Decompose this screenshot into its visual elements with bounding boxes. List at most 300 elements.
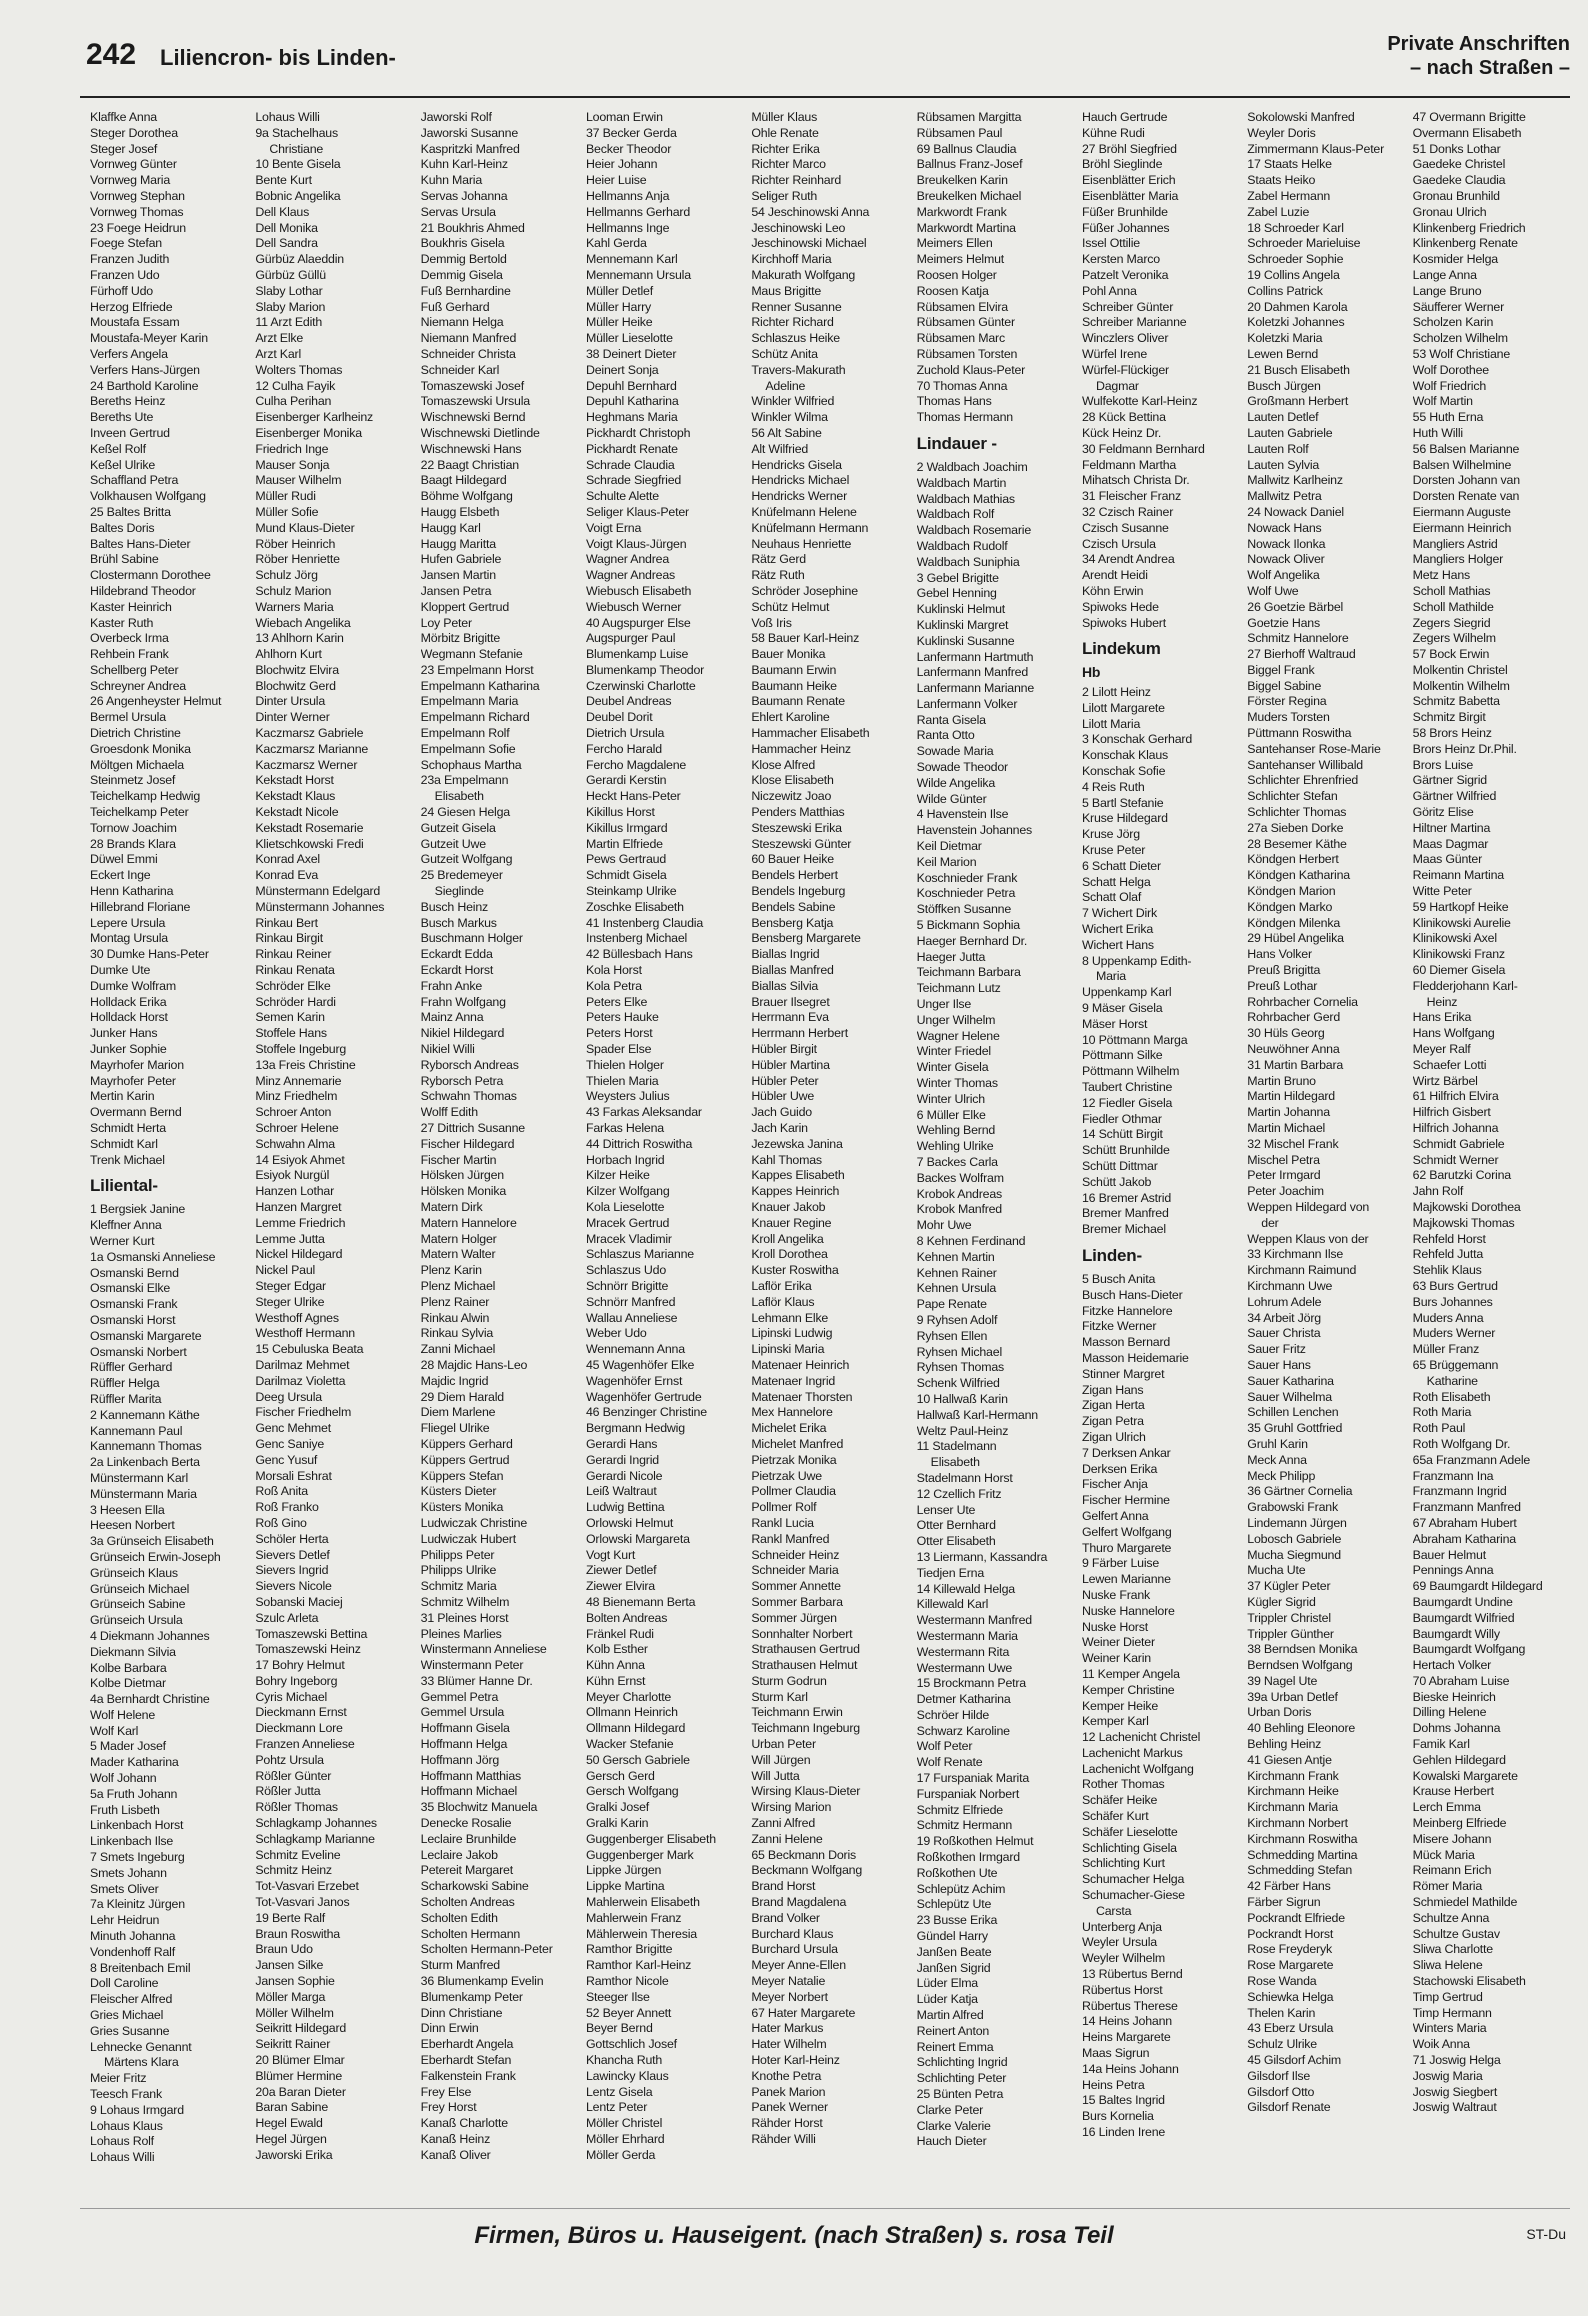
directory-entry: Haugg Elsbeth — [420, 504, 500, 519]
directory-entry: Schulz Ulrike — [1247, 2037, 1317, 2052]
directory-entry: Lemme Jutta — [255, 1231, 325, 1246]
directory-entry: Schmidt Gisela — [585, 868, 667, 883]
directory-entry: Maria — [1095, 969, 1126, 984]
directory-entry: 22 Baagt Christian — [420, 457, 519, 472]
directory-entry: Killewald Karl — [916, 1597, 989, 1612]
directory-entry: 23 Foege Heidrun — [90, 220, 186, 235]
directory-entry: 16 Linden Irene — [1081, 2125, 1166, 2140]
directory-entry: Färber Sigrun — [1247, 1895, 1321, 1910]
directory-entry: Mangliers Astrid — [1412, 536, 1498, 551]
directory-entry: 30 Feldmann Bernhard — [1081, 441, 1205, 456]
directory-entry: Rinkau Sylvia — [420, 1326, 494, 1341]
directory-entry: Kaczmarsz Marianne — [255, 741, 369, 756]
directory-entry: Peters Elke — [585, 994, 648, 1009]
directory-entry: Overmann Elisabeth — [1412, 125, 1522, 140]
directory-entry: Küsters Monika — [420, 1500, 504, 1515]
directory-entry: Kirchmann Raimund — [1247, 1263, 1357, 1278]
directory-entry: Muders Torsten — [1247, 710, 1330, 725]
directory-entry: Baumann Heike — [751, 678, 837, 693]
directory-entry: Feldmann Martha — [1081, 457, 1177, 472]
directory-entry: Wolf Karl — [90, 1723, 139, 1738]
directory-entry: Winstermann Peter — [420, 1658, 524, 1673]
directory-entry: Schreiber Marianne — [1081, 315, 1187, 330]
directory-entry: 27 Bierhoff Waltraud — [1247, 647, 1356, 662]
directory-entry: Molkentin Wilhelm — [1412, 678, 1510, 693]
header-rule — [80, 96, 1570, 98]
directory-entry: Hans Volker — [1247, 947, 1312, 962]
directory-entry: Herrmann Herbert — [751, 1026, 848, 1041]
directory-entry: Baran Sabine — [255, 2100, 329, 2115]
directory-entry: 36 Gärtner Cornelia — [1247, 1484, 1353, 1499]
directory-entry: Servas Ursula — [420, 204, 496, 219]
directory-entry: 41 Giesen Antje — [1247, 1752, 1332, 1767]
directory-entry: 4 Reis Ruth — [1081, 779, 1145, 794]
directory-entry: Lachenicht Wolfgang — [1081, 1761, 1194, 1776]
directory-entry: Lange Bruno — [1412, 283, 1482, 298]
directory-entry: Haugg Maritta — [420, 536, 496, 551]
directory-entry: Mex Hannelore — [751, 1405, 833, 1420]
directory-entry: 24 Nowack Daniel — [1247, 504, 1344, 519]
directory-entry: Dietrich Christine — [90, 726, 181, 741]
directory-entry: Martin Elfriede — [585, 836, 663, 851]
directory-entry: 4 Diekmann Johannes — [90, 1628, 210, 1643]
directory-entry: Schlepütz Achim — [916, 1881, 1006, 1896]
directory-entry: Kirchhoff Maria — [751, 252, 832, 267]
directory-entry: Hammacher Heinz — [751, 741, 851, 756]
directory-entry: Jaworski Rolf — [420, 110, 492, 124]
directory-entry: Trippler Christel — [1247, 1610, 1331, 1625]
directory-entry: 34 Arendt Andrea — [1081, 552, 1175, 567]
directory-column — [1247, 110, 1404, 2190]
directory-entry: Weyler Ursula — [1081, 1935, 1157, 1950]
directory-entry: Dumke Ute — [90, 963, 151, 978]
directory-entry: Hallwaß Karl-Hermann — [916, 1407, 1038, 1422]
directory-entry: Roth Paul — [1412, 1421, 1466, 1436]
directory-entry: Knüfelmann Helene — [751, 504, 857, 519]
directory-entry: Zoschke Elisabeth — [585, 899, 684, 914]
directory-entry: Westhoff Hermann — [255, 1326, 355, 1341]
directory-entry: Herzog Elfriede — [90, 299, 173, 314]
directory-entry: Lauten Gabriele — [1247, 425, 1333, 440]
directory-entry: Elisabeth — [930, 1455, 980, 1470]
directory-entry: Hendricks Gisela — [751, 457, 842, 472]
directory-entry: 24 Barthold Karoline — [90, 378, 199, 393]
directory-entry: 60 Diemer Gisela — [1412, 963, 1506, 978]
directory-entry: Winczlers Oliver — [1081, 331, 1169, 346]
directory-entry: Petereit Margaret — [420, 1863, 513, 1878]
directory-entry: Culha Perihan — [255, 394, 332, 409]
directory-entry: Hillebrand Floriane — [90, 899, 191, 914]
directory-entry: Köndgen Marko — [1247, 899, 1333, 914]
directory-entry: Demmig Gisela — [420, 267, 503, 282]
directory-entry: Lehr Heidrun — [90, 1913, 160, 1928]
directory-entry: Lohaus Willi — [255, 110, 320, 124]
directory-entry: Kemper Heike — [1081, 1698, 1159, 1713]
directory-entry: Hoffmann Helga — [420, 1737, 508, 1752]
directory-entry: Lentz Peter — [585, 2100, 648, 2115]
directory-entry: Roth Wolfgang Dr. — [1412, 1436, 1511, 1451]
directory-entry: Eberhardt Stefan — [420, 2053, 512, 2068]
directory-entry: Krause Herbert — [1412, 1784, 1494, 1799]
directory-entry: Köndgen Katharina — [1247, 868, 1350, 883]
directory-entry: Tot-Vasvari Erzebet — [255, 1879, 359, 1894]
directory-entry: Strathausen Gertrud — [751, 1642, 860, 1657]
directory-entry: 6 Müller Elke — [916, 1107, 986, 1122]
directory-entry: Roßkothen Irmgard — [916, 1850, 1020, 1865]
directory-entry: Pickhardt Renate — [585, 441, 678, 456]
directory-entry: Mund Klaus-Dieter — [255, 520, 355, 535]
directory-entry: Franzmann Manfred — [1412, 1500, 1521, 1515]
directory-entry: Genc Saniye — [255, 1436, 325, 1451]
directory-entry: Müller Klaus — [751, 110, 818, 124]
directory-entry: 13 Liermann, Kassandra — [916, 1549, 1048, 1564]
directory-entry: Winter Gisela — [916, 1060, 989, 1075]
directory-entry: Wolf Martin — [1412, 394, 1473, 409]
directory-entry: Spader Else — [585, 1042, 652, 1057]
directory-entry: Fercho Magdalene — [585, 757, 687, 772]
directory-entry: Baltes Doris — [90, 520, 155, 535]
directory-entry: Waldbach Suniphia — [916, 554, 1020, 569]
directory-entry: Fitzke Hannelore — [1081, 1303, 1173, 1318]
directory-entry: Würfel Irene — [1081, 346, 1148, 361]
directory-entry: Knauer Regine — [751, 1215, 832, 1230]
directory-entry: Dumke Wolfram — [90, 978, 176, 993]
directory-entry: Schröder Elke — [255, 978, 331, 993]
directory-entry: Reinert Anton — [916, 2023, 990, 2038]
directory-entry: Martin Johanna — [1247, 1105, 1330, 1120]
directory-entry: Makurath Wolfgang — [751, 267, 856, 282]
directory-entry: Schnörr Manfred — [585, 1294, 676, 1309]
directory-entry: Mayrhofer Marion — [90, 1057, 184, 1072]
directory-entry: Würfel-Flückiger — [1081, 362, 1169, 377]
directory-entry: Huth Willi — [1412, 425, 1463, 440]
directory-entry: Will Jutta — [751, 1768, 800, 1783]
page-header — [80, 32, 1570, 92]
directory-entry: 51 Donks Lothar — [1412, 141, 1501, 156]
directory-entry: Buschmann Holger — [420, 931, 523, 946]
directory-entry: Rehfeld Jutta — [1412, 1247, 1484, 1262]
directory-entry: Waldbach Rolf — [916, 507, 995, 522]
directory-entry: Lanfermann Hartmuth — [916, 649, 1034, 664]
directory-entry: Schwahn Thomas — [420, 1089, 517, 1104]
directory-entry: Empelmann Richard — [420, 710, 530, 725]
directory-entry: Schellberg Peter — [90, 662, 179, 677]
directory-entry: Düwel Emmi — [90, 852, 158, 867]
directory-entry: Masson Bernard — [1081, 1335, 1171, 1350]
directory-entry: 1 Bergsiek Janine — [90, 1202, 186, 1217]
directory-entry: Hufen Gabriele — [420, 552, 502, 567]
footer-note: Firmen, Büros u. Hauseigent. (nach Straßen) s. rosa Teil — [474, 2222, 1114, 2249]
directory-entry: Schmidt Herta — [90, 1121, 166, 1135]
directory-entry: Rose Freyderyk — [1247, 1942, 1332, 1957]
directory-entry: Lentz Gisela — [585, 2084, 653, 2099]
directory-entry: Winters Maria — [1412, 2021, 1487, 2036]
directory-entry: Diekmann Silvia — [90, 1644, 176, 1659]
directory-entry: Czerwinski Charlotte — [585, 678, 696, 693]
directory-entry: Heier Luise — [585, 173, 647, 188]
directory-entry: Rübsamen Margitta — [916, 110, 1022, 124]
directory-entry: Keßel Rolf — [90, 441, 146, 456]
directory-entry: Schwarz Karoline — [916, 1723, 1010, 1738]
directory-entry: Winter Friedel — [916, 1044, 991, 1059]
directory-entry: Biallas Silvia — [751, 978, 819, 993]
directory-entry: Gries Michael — [90, 2008, 164, 2023]
directory-entry: Klietschkowski Fredi — [255, 836, 364, 851]
directory-entry: Gürbüz Güllü — [255, 267, 326, 282]
directory-entry: Ludwig Bettina — [585, 1500, 665, 1515]
directory-entry: Looman Erwin — [585, 110, 663, 124]
directory-entry: Alt Wilfried — [751, 441, 809, 456]
directory-entry: Meck Philipp — [1247, 1468, 1316, 1483]
directory-entry: 29 Hübel Angelika — [1247, 931, 1344, 946]
directory-entry: Küppers Gertrud — [420, 1452, 510, 1467]
directory-entry: Markwordt Martina — [916, 220, 1016, 235]
directory-entry: Busch Hans-Dieter — [1081, 1287, 1183, 1302]
directory-entry: Penders Matthias — [751, 805, 845, 820]
directory-entry: 59 Hartkopf Heike — [1412, 899, 1509, 914]
directory-entry: Kirchmann Roswitha — [1247, 1831, 1358, 1846]
directory-entry: Säufferer Werner — [1412, 299, 1505, 314]
directory-entry: Keil Marion — [916, 854, 977, 869]
directory-entry: 69 Ballnus Claudia — [916, 141, 1017, 156]
directory-entry: Jeschinowski Leo — [751, 220, 846, 235]
directory-entry: Demmig Bertold — [420, 252, 507, 267]
directory-entry: Gruhl Karin — [1247, 1436, 1308, 1451]
directory-entry: Beckmann Wolfgang — [751, 1863, 863, 1878]
directory-entry: Rüffler Gerhard — [90, 1360, 173, 1375]
directory-entry: Brors Luise — [1412, 757, 1474, 772]
directory-entry: Mennemann Karl — [585, 252, 678, 267]
directory-entry: Westermann Rita — [916, 1644, 1010, 1659]
directory-entry: Kanaß Oliver — [420, 2147, 491, 2162]
directory-entry: Semen Karin — [255, 1010, 325, 1025]
directory-entry: Ranta Gisela — [916, 712, 986, 727]
directory-entry: Stöffken Susanne — [916, 902, 1012, 917]
directory-entry: Wischnewski Hans — [420, 441, 522, 456]
directory-entry: 70 Thomas Anna — [916, 378, 1008, 393]
directory-entry: Esiyok Nurgül — [255, 1168, 330, 1183]
directory-entry: Wolf Peter — [916, 1739, 973, 1754]
directory-entry: Scholten Hermann — [420, 1926, 521, 1941]
directory-entry: 2 Waldbach Joachim — [916, 459, 1028, 474]
directory-entry: Sowade Maria — [916, 744, 994, 759]
directory-entry: Keßel Ulrike — [90, 457, 156, 472]
directory-entry: Nuske Horst — [1081, 1619, 1148, 1634]
directory-entry: Fischer Friedhelm — [255, 1405, 352, 1420]
directory-entry: Neuhaus Henriette — [751, 536, 852, 551]
directory-entry: 62 Barutzki Corina — [1412, 1168, 1511, 1183]
directory-entry: Mäser Horst — [1081, 1016, 1148, 1031]
directory-entry: Mauser Sonja — [255, 457, 330, 472]
directory-entry: Furspaniak Norbert — [916, 1786, 1020, 1801]
directory-entry: 42 Färber Hans — [1247, 1879, 1331, 1894]
directory-entry: Gerardi Nicole — [585, 1468, 663, 1483]
directory-entry: Gelfert Anna — [1081, 1508, 1149, 1523]
directory-entry: Collins Patrick — [1247, 283, 1323, 298]
directory-entry: Reinert Emma — [916, 2039, 994, 2054]
directory-entry: Santehanser Willibald — [1247, 757, 1363, 772]
directory-entry: Rose Margarete — [1247, 1958, 1334, 1973]
directory-entry: Kuklinski Margret — [916, 617, 1009, 632]
directory-entry: Sauer Christa — [1247, 1326, 1321, 1341]
directory-entry: 5 Mader Josef — [90, 1739, 166, 1754]
directory-entry: Schneider Christa — [420, 346, 516, 361]
directory-entry: Spiwoks Hubert — [1081, 615, 1166, 630]
directory-entry: Nuske Hannelore — [1081, 1603, 1175, 1618]
directory-entry: 15 Baltes Ingrid — [1081, 2093, 1165, 2108]
directory-entry: Nuske Frank — [1081, 1587, 1151, 1602]
directory-entry: Hoter Karl-Heinz — [751, 2053, 840, 2068]
directory-entry: Henn Katharina — [90, 884, 174, 899]
directory-entry: 20a Baran Dieter — [255, 2084, 346, 2099]
directory-entry: Konrad Eva — [255, 868, 319, 883]
directory-entry: Schlichting Kurt — [1081, 1856, 1165, 1871]
directory-entry: Thielen Holger — [585, 1057, 664, 1072]
directory-entry: Jach Guido — [751, 1105, 812, 1120]
directory-entry: Grünseich Klaus — [90, 1565, 178, 1580]
directory-entry: Schroeder Sophie — [1247, 252, 1344, 267]
directory-entry: Mahlerwein Franz — [585, 1910, 682, 1925]
directory-entry: Michelet Erika — [751, 1421, 827, 1436]
directory-entry: Schillen Lenchen — [1247, 1405, 1339, 1420]
street-heading: Lindekum — [1081, 639, 1161, 659]
directory-entry: Peter Joachim — [1247, 1184, 1324, 1199]
directory-entry: 19 Berte Ralf — [255, 1910, 326, 1925]
directory-entry: Hammacher Elisabeth — [751, 726, 870, 741]
directory-entry: Minz Friedhelm — [255, 1089, 338, 1104]
directory-entry: Rohrbacher Gerd — [1247, 1010, 1341, 1025]
directory-entry: Servas Johanna — [420, 188, 508, 203]
directory-entry: 43 Farkas Aleksandar — [585, 1105, 702, 1120]
directory-entry: Osmanski Margarete — [90, 1328, 202, 1343]
directory-entry: 63 Burs Gertrud — [1412, 1278, 1498, 1293]
directory-entry: Stadelmann Horst — [916, 1470, 1013, 1485]
directory-entry: Gaedeke Christel — [1412, 157, 1506, 172]
directory-entry: 12 Czellich Fritz — [916, 1486, 1002, 1501]
directory-entry: 2a Linkenbach Berta — [90, 1455, 200, 1470]
directory-entry: Ehlert Karoline — [751, 710, 830, 725]
directory-entry: Ahlhorn Kurt — [255, 647, 322, 662]
directory-entry: 14 Schütt Birgit — [1081, 1127, 1163, 1142]
directory-entry: 10 Hallwaß Karin — [916, 1391, 1008, 1406]
directory-entry: Tomaszewski Ursula — [420, 394, 530, 409]
directory-entry: Schlichting Gisela — [1081, 1840, 1177, 1855]
directory-entry: Klinkenberg Friedrich — [1412, 220, 1526, 235]
directory-entry: Biggel Sabine — [1247, 678, 1322, 693]
directory-entry: Zegers Siegrid — [1412, 615, 1491, 630]
directory-entry: 32 Czisch Rainer — [1081, 504, 1174, 519]
directory-entry: Küsters Dieter — [420, 1484, 497, 1499]
directory-entry: Bereths Ute — [90, 410, 154, 425]
directory-entry: Kuklinski Helmut — [916, 602, 1006, 617]
directory-entry: Nikiel Willi — [420, 1042, 475, 1057]
directory-entry: Kruse Jörg — [1081, 827, 1140, 842]
directory-entry: Möller Gerda — [585, 2147, 656, 2162]
directory-entry: Smets Oliver — [90, 1881, 159, 1896]
directory-entry: Schiewka Helga — [1247, 1989, 1334, 2004]
directory-entry: Schlaszus Udo — [585, 1263, 667, 1278]
directory-entry: Will Jürgen — [751, 1752, 811, 1767]
directory-entry: Ollmann Heinrich — [585, 1705, 678, 1720]
directory-entry: Schlichting Peter — [916, 2071, 1007, 2086]
directory-entry: Fischer Hildegard — [420, 1136, 515, 1151]
directory-entry: Frey Else — [420, 2084, 472, 2099]
directory-entry: Schlagkamp Johannes — [255, 1816, 377, 1831]
directory-entry: Weber Udo — [585, 1326, 647, 1341]
directory-entry: Waldbach Mathias — [916, 491, 1015, 506]
directory-entry: Rinkau Alwin — [420, 1310, 490, 1325]
directory-entry: Hölsken Jürgen — [420, 1168, 504, 1183]
directory-entry: 45 Wagenhöfer Elke — [585, 1357, 695, 1372]
directory-entry: Rößler Jutta — [255, 1784, 321, 1799]
directory-entry: Gündel Harry — [916, 1929, 988, 1944]
directory-entry: Eisenberger Karlheinz — [255, 410, 374, 425]
directory-entry: Braun Roswitha — [255, 1926, 340, 1941]
directory-entry: Meyer Charlotte — [585, 1689, 672, 1704]
directory-entry: Schlaszus Heike — [751, 331, 840, 346]
directory-entry: Wagner Helene — [916, 1028, 1000, 1043]
directory-entry: Heins Petra — [1081, 2077, 1145, 2092]
directory-entry: Rätz Ruth — [751, 568, 805, 583]
directory-entry: Biggel Frank — [1247, 662, 1315, 677]
directory-entry: Schäfer Lieselotte — [1081, 1824, 1178, 1839]
directory-entry: Eberhardt Angela — [420, 2037, 514, 2052]
directory-entry: Mainz Anna — [420, 1010, 484, 1025]
directory-entry: Muders Anna — [1412, 1310, 1484, 1325]
directory-column — [586, 110, 743, 2190]
directory-entry: 7 Backes Carla — [916, 1155, 998, 1169]
directory-entry: Verfers Angela — [90, 346, 168, 361]
directory-entry: Knauer Jakob — [751, 1199, 826, 1214]
directory-entry: Markwordt Frank — [916, 204, 1007, 219]
directory-entry: Kannemann Paul — [90, 1423, 183, 1438]
directory-entry: Mallwitz Petra — [1247, 489, 1322, 504]
directory-entry: Lipinski Maria — [751, 1342, 825, 1357]
directory-entry: Rübsamen Günter — [916, 315, 1015, 330]
directory-entry: Püttmann Roswitha — [1247, 726, 1352, 741]
directory-entry: Empelmann Katharina — [420, 678, 540, 693]
directory-entry: Sievers Nicole — [255, 1579, 332, 1594]
directory-entry: Köhn Erwin — [1081, 583, 1144, 598]
directory-entry: Schroer Helene — [255, 1121, 339, 1135]
directory-entry: 6 Schatt Dieter — [1081, 858, 1161, 873]
directory-entry: 32 Mischel Frank — [1247, 1136, 1339, 1151]
directory-entry: Schulz Jörg — [255, 568, 318, 583]
directory-entry: Schütz Helmut — [751, 599, 830, 614]
directory-entry: Westermann Uwe — [916, 1660, 1013, 1675]
directory-entry: 29 Diem Harald — [420, 1389, 504, 1404]
street-heading: Lindauer - — [916, 433, 997, 453]
directory-entry: Holldack Horst — [90, 1010, 168, 1025]
directory-entry: Lauten Sylvia — [1247, 457, 1320, 472]
directory-entry: Mracek Vladimir — [585, 1231, 672, 1246]
directory-entry: 20 Dahmen Karola — [1247, 299, 1348, 314]
directory-entry: Eiermann Auguste — [1412, 504, 1511, 519]
directory-entry: Franzen Udo — [90, 267, 160, 282]
directory-entry: Lepere Ursula — [90, 915, 166, 930]
directory-entry: Franzen Judith — [90, 252, 170, 267]
directory-entry: Ramthor Nicole — [585, 1974, 669, 1989]
directory-entry: 56 Balsen Marianne — [1412, 441, 1520, 456]
directory-entry: 12 Culha Fayik — [255, 378, 336, 393]
directory-entry: Sturm Godrun — [751, 1673, 827, 1688]
directory-entry: Gronau Brunhild — [1412, 188, 1500, 203]
directory-entry: Konschak Klaus — [1081, 748, 1169, 763]
directory-entry: Mangliers Holger — [1412, 552, 1504, 567]
directory-entry: Mück Maria — [1412, 1847, 1475, 1862]
directory-entry: Jach Karin — [751, 1121, 808, 1135]
directory-entry: Majdic Ingrid — [420, 1373, 489, 1388]
